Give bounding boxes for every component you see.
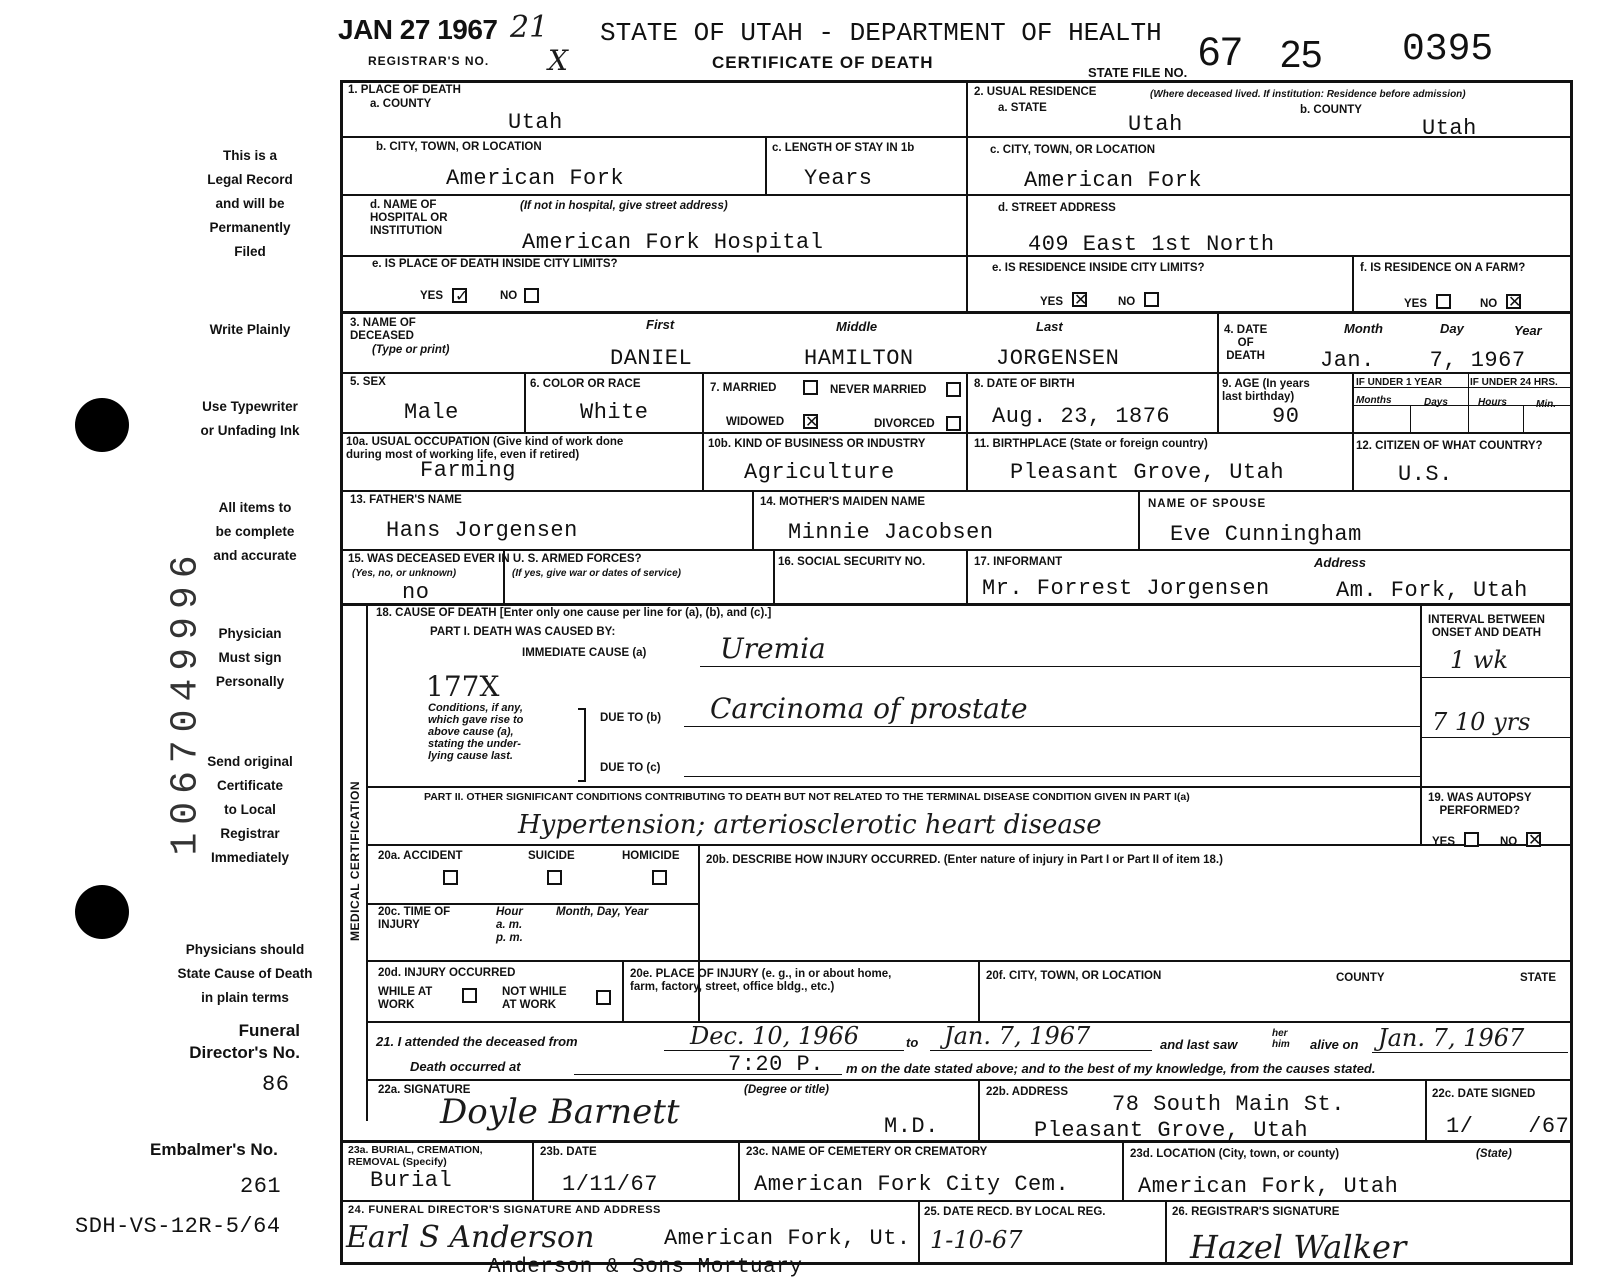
deceased-name-hint: (Type or print) [372,344,450,356]
alive-on-label: alive on [1310,1037,1359,1052]
attended-label: 21. I attended the deceased from [376,1034,578,1049]
physician-degree: M.D. [884,1114,939,1139]
farm-label: f. IS RESIDENCE ON A FARM? [1360,262,1526,274]
residence-inside-city-yes-check: ✕ [1074,290,1088,309]
accident-label: 20a. ACCIDENT [378,850,463,862]
birthplace-label: 11. BIRTHPLACE (State or foreign country) [974,438,1208,450]
date-of-death-label: 4. DATE OF DEATH [1224,324,1268,362]
alive-on: Jan. 7, 1967 [1378,1024,1525,1052]
stamp-mark: 21 [510,10,549,45]
death-month-label: Month [1344,321,1383,336]
registrar-no-label: REGISTRAR'S NO. [368,54,490,68]
attended-from: Dec. 10, 1966 [690,1022,860,1050]
hour-label: Hour a. m. p. m. [496,906,523,944]
place-of-injury-label: 20e. PLACE OF INJURY (e. g., in or about home, farm, factory, street, office bldg., etc.) [630,968,892,993]
code-mark: 177X [426,670,500,703]
embalmer-label: Embalmer's No. [150,1140,278,1159]
mother-label: 14. MOTHER'S MAIDEN NAME [760,496,926,508]
never-married-checkbox[interactable] [946,382,961,397]
suicide-label: SUICIDE [528,850,575,862]
her-him-label: her him [1272,1028,1290,1050]
spouse-label: NAME OF SPOUSE [1148,498,1267,510]
part-1-label: PART I. DEATH WAS CAUSED BY: [430,626,616,638]
vertical-serial-number: 1067049996 [164,547,208,856]
date-signed: 1/ /67 [1446,1114,1570,1139]
deceased-first-name: DANIEL [610,346,693,371]
hospital-hint: (If not in hospital, give street address) [520,200,728,212]
degree-label: (Degree or title) [744,1084,829,1096]
informant-label: 17. INFORMANT [974,556,1063,568]
deceased-last-name: JORGENSEN [996,346,1120,371]
burial-date-label: 23b. DATE [540,1146,597,1158]
interval-b: 7 10 yrs [1432,708,1531,736]
burial-state-label: (State) [1476,1148,1512,1160]
injury-county-label: COUNTY [1336,972,1385,984]
length-of-stay: Years [804,166,873,191]
medical-certification-label: MEDICAL CERTIFICATION [348,780,362,942]
attended-to-label: to [906,1035,919,1050]
residence-street: 409 East 1st North [1028,232,1275,257]
minutes-label: Min. [1536,399,1556,410]
citizen-label: 12. CITIZEN OF WHAT COUNTRY? [1356,440,1543,452]
date-of-birth: Aug. 23, 1876 [992,404,1171,429]
residence-inside-city-yes-label: YES [1040,296,1064,308]
due-to-b-label: DUE TO (b) [600,712,662,724]
residence-label: 2. USUAL RESIDENCE [974,86,1097,98]
armed-forces-hint-2: (If yes, give war or dates of service) [512,568,681,579]
conditions-bracket [578,708,586,782]
sex-label: 5. SEX [350,376,386,388]
business: Agriculture [744,460,895,485]
age-label: 9. AGE (In years last birthday) [1222,378,1310,403]
funeral-director-label: Funeral Director's No. [189,1021,300,1062]
typewriter-note: Use Typewriter or Unfading Ink [200,399,300,438]
death-city: American Fork [446,166,625,191]
informant-address: Am. Fork, Utah [1336,578,1528,603]
residence-hint: (Where deceased lived. If institution: Residence before admission) [1150,89,1466,100]
autopsy-yes-checkbox[interactable] [1464,832,1479,847]
never-married-label: NEVER MARRIED [830,384,927,396]
last-name-label: Last [1036,319,1063,334]
mortuary-name: Anderson & Sons Mortuary [488,1256,803,1279]
death-city-label: b. CITY, TOWN, OR LOCATION [376,141,542,153]
middle-name-label: Middle [836,319,878,334]
date-received-label: 25. DATE RECD. BY LOCAL REG. [924,1206,1106,1218]
months-label: Months [1356,395,1392,406]
business-label: 10b. KIND OF BUSINESS OR INDUSTRY [708,438,926,450]
father-label: 13. FATHER'S NAME [350,494,462,506]
last-saw-label: and last saw [1160,1037,1238,1052]
funeral-director-no: 86 [262,1072,290,1097]
physician-address-2: Pleasant Grove, Utah [1034,1118,1309,1143]
registrar-signature: Hazel Walker [1190,1228,1407,1266]
informant-address-label: Address [1314,555,1367,570]
interval-label: INTERVAL BETWEEN ONSET AND DEATH [1428,614,1545,639]
citizen: U.S. [1398,462,1453,487]
residence-city-label: c. CITY, TOWN, OR LOCATION [990,144,1156,156]
accident-checkbox[interactable] [443,870,458,885]
residence-street-label: d. STREET ADDRESS [998,202,1116,214]
physician-sign-note: Physician Must sign Personally [215,626,285,689]
part-2-label: PART II. OTHER SIGNIFICANT CONDITIONS CONTRIBUTING TO DEATH BUT NOT RELATED TO THE TERMINAL DISEASE CONDITION GIVEN IN PART I(a) [424,791,1190,803]
farm-yes-label: YES [1404,298,1428,310]
legal-record-note: This is a Legal Record and will be Permanently Filed [207,148,293,259]
hours-label: Hours [1478,397,1507,408]
state-file-b: 25 [1280,34,1323,76]
death-county-label: a. COUNTY [370,98,432,110]
autopsy-no-label: NO [1500,836,1518,848]
residence-county-label: b. COUNTY [1300,104,1362,116]
describe-injury-label: 20b. DESCRIBE HOW INJURY OCCURRED. (Enter nature of injury in Part I or Part II of item 18.) [706,854,1223,866]
length-of-stay-label: c. LENGTH OF STAY IN 1b [772,142,915,154]
widowed-label: WIDOWED [726,416,785,428]
widowed-check: ✕ [805,412,819,431]
death-inside-city-yes-label: YES [420,290,444,302]
farm-no-check: ✕ [1508,292,1522,311]
ssn-label: 16. SOCIAL SECURITY NO. [778,556,926,568]
residence-inside-city-label: e. IS RESIDENCE INSIDE CITY LIMITS? [992,262,1205,274]
cemetery-name: American Fork City Cem. [754,1172,1070,1197]
punch-hole-top [75,398,129,452]
embalmer-no: 261 [240,1174,282,1199]
divorced-checkbox[interactable] [946,416,961,431]
due-to-c-label: DUE TO (c) [600,762,661,774]
funeral-director-address: American Fork, Ut. [664,1226,911,1251]
death-day-label: Day [1440,321,1464,336]
burial-label: 23a. BURIAL, CREMATION, REMOVAL (Specify) [348,1144,483,1168]
mother-name: Minnie Jacobsen [788,520,994,545]
birthplace: Pleasant Grove, Utah [1010,460,1285,485]
death-occurred-label: Death occurred at [410,1059,521,1074]
death-inside-city-label: e. IS PLACE OF DEATH INSIDE CITY LIMITS? [372,258,618,270]
married-checkbox[interactable] [803,380,818,395]
spouse-name: Eve Cunningham [1170,522,1362,547]
month-day-year-label: Month, Day, Year [556,906,649,918]
hospital-label: d. NAME OF HOSPITAL OR INSTITUTION [370,199,448,237]
residence-city: American Fork [1024,168,1203,193]
signature-label: 22a. SIGNATURE [378,1084,471,1096]
father-name: Hans Jorgensen [386,518,578,543]
state-file-label: STATE FILE NO. [1088,65,1188,80]
suicide-checkbox[interactable] [547,870,562,885]
informant-name: Mr. Forrest Jorgensen [982,576,1270,601]
divorced-label: DIVORCED [874,418,935,430]
form-code: SDH-VS-12R-5/64 [75,1214,281,1239]
interval-a: 1 wk [1450,646,1508,674]
death-county: Utah [508,110,563,135]
farm-no-label: NO [1480,298,1498,310]
stamp-date: JAN 27 1967 [338,14,498,45]
days-label: Days [1424,397,1448,408]
deceased-middle-name: HAMILTON [804,346,914,371]
immediate-cause: Uremia [720,632,826,665]
homicide-checkbox[interactable] [652,870,667,885]
not-while-at-work-label: NOT WHILE AT WORK [502,986,567,1011]
physician-address-label: 22b. ADDRESS [986,1086,1069,1098]
race: White [580,400,649,425]
all-items-note: All items to be complete and accurate [213,500,297,563]
due-to-b: Carcinoma of prostate [710,692,1028,725]
date-of-death: Jan. 7, 1967 [1320,348,1526,373]
armed-forces-label: 15. WAS DECEASED EVER IN U. S. ARMED FORCES? [348,553,642,565]
while-at-work-label: WHILE AT WORK [378,986,433,1011]
occupation: Farming [420,458,516,483]
occupation-label: 10a. USUAL OCCUPATION (Give kind of work done during most of working life, even if retired) [346,436,624,461]
burial-date: 1/11/67 [562,1172,658,1197]
state-file-c: 0395 [1402,28,1494,71]
immediate-cause-label: IMMEDIATE CAUSE (a) [522,647,647,659]
place-of-death-label: 1. PLACE OF DEATH [348,84,461,96]
conditions-note: Conditions, if any, which gave rise to above cause (a), stating the under- lying cause last. [428,702,524,762]
residence-state-label: a. STATE [998,102,1047,114]
dob-label: 8. DATE OF BIRTH [974,378,1075,390]
death-inside-city-no-label: NO [500,290,518,302]
married-label: 7. MARRIED [710,382,777,394]
burial-location-label: 23d. LOCATION (City, town, or county) [1130,1148,1340,1160]
residence-state: Utah [1128,112,1183,137]
first-name-label: First [646,317,675,332]
date-received: 1-10-67 [930,1226,1023,1254]
injury-state-label: STATE [1520,972,1556,984]
state-file-a: 67 [1198,30,1243,74]
autopsy-no-check: ✕ [1528,830,1542,849]
time-of-injury-label: 20c. TIME OF INJURY [378,906,451,931]
autopsy-label: 19. WAS AUTOPSY PERFORMED? [1428,792,1532,817]
cause-of-death-label: 18. CAUSE OF DEATH [Enter only one cause per line for (a), (b), and (c).] [376,607,772,619]
armed-forces-hint-1: (Yes, no, or unknown) [352,568,457,579]
under-24-hrs-label: IF UNDER 24 HRS. [1470,377,1558,388]
physicians-state-note: Physicians should State Cause of Death in plain terms [177,942,313,1005]
residence-inside-city-no-checkbox[interactable] [1144,292,1159,307]
death-year-label: Year [1514,323,1542,338]
punch-hole-bottom [75,885,129,939]
date-signed-label: 22c. DATE SIGNED [1432,1088,1536,1100]
farm-yes-checkbox[interactable] [1436,294,1451,309]
registrar-no-value: X [548,44,568,77]
sex: Male [404,400,459,425]
physician-address-1: 78 South Main St. [1112,1092,1345,1117]
form-title: CERTIFICATE OF DEATH [712,53,934,72]
cemetery-label: 23c. NAME OF CEMETERY OR CREMATORY [746,1146,988,1158]
burial-method: Burial [370,1168,453,1193]
attended-to: Jan. 7, 1967 [944,1022,1091,1050]
not-while-at-work-checkbox[interactable] [596,990,611,1005]
agency-title: STATE OF UTAH - DEPARTMENT OF HEALTH [600,18,1162,48]
under-1-year-label: IF UNDER 1 YEAR [1356,377,1442,388]
death-inside-city-no-checkbox[interactable] [524,288,539,303]
send-original-note: Send original Certificate to Local Registrar Immediately [207,754,293,865]
death-occurred-rest: m on the date stated above; and to the best of my knowledge, from the causes stated. [846,1061,1376,1076]
death-inside-city-yes-check: ✓ [455,286,469,305]
burial-location: American Fork, Utah [1138,1174,1399,1199]
death-occurred-time: 7:20 P. [728,1052,824,1077]
hospital-name: American Fork Hospital [522,230,824,255]
deceased-name-label: 3. NAME OF DECEASED [350,317,416,342]
physician-signature: Doyle Barnett [440,1092,680,1132]
autopsy-yes-label: YES [1432,836,1456,848]
part-2-conditions: Hypertension; arteriosclerotic heart disease [518,810,1102,840]
registrar-signature-label: 26. REGISTRAR'S SIGNATURE [1172,1206,1340,1218]
homicide-label: HOMICIDE [622,850,680,862]
while-at-work-checkbox[interactable] [462,988,477,1003]
injury-city-label: 20f. CITY, TOWN, OR LOCATION [986,970,1162,982]
write-plainly-note: Write Plainly [209,322,291,337]
armed-forces: no [402,580,430,605]
funeral-director-signature-label: 24. FUNERAL DIRECTOR'S SIGNATURE AND ADDRESS [348,1204,661,1216]
residence-county: Utah [1422,116,1477,141]
race-label: 6. COLOR OR RACE [530,378,641,390]
age: 90 [1272,404,1300,429]
funeral-director-signature: Earl S Anderson [346,1220,595,1255]
residence-inside-city-no-label: NO [1118,296,1136,308]
injury-occurred-label: 20d. INJURY OCCURRED [378,967,516,979]
